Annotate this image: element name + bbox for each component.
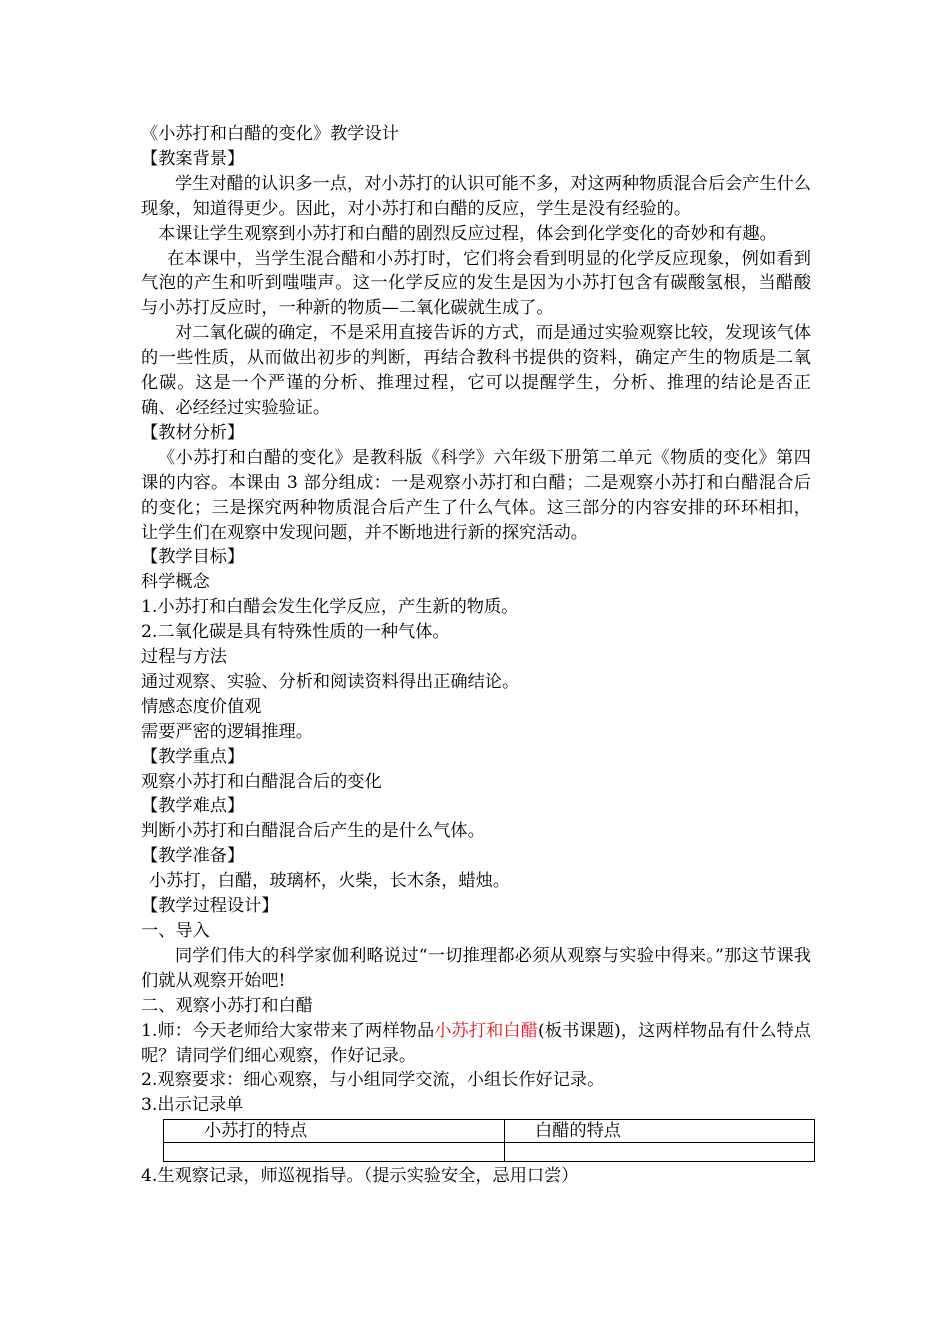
background-paragraph-3: 在本课中，当学生混合醋和小苏打时，它们将会看到明显的化学反应现象，例如看到气泡的产生和听到嗤嗤声。这一化学反应的发生是因为小苏打包含有碳酸氢根，当醋酸与小苏打反应时，一种新的物质—二氧化碳就生成了。	[141, 248, 811, 319]
material-heading: 【教材分析】	[141, 422, 245, 443]
goals-heading: 【教学目标】	[141, 547, 245, 568]
material-paragraph: 《小苏打和白醋的变化》是教科版《科学》六年级下册第二单元《物质的变化》第四课的内容。本课由 3 部分组成：一是观察小苏打和白醋；二是观察小苏打和白醋混合后的变化；三是探究两种物质混合后产生了什么气体。这三部分的内容安排的环环相扣，让学生们在观察中发现问题，并不断地进行新的探究活动。	[141, 447, 811, 543]
goals-process-text: 通过观察、实验、分析和阅读资料得出正确结论。	[141, 671, 520, 692]
step2-item-1-part-a: 1.师：今天老师给大家带来了两样物品	[141, 1020, 435, 1041]
record-table-col-baking-soda: 小苏打的特点	[164, 1120, 505, 1143]
difficulty-text: 判断小苏打和白醋混合后产生的是什么气体。	[141, 821, 485, 842]
record-table	[163, 1119, 815, 1162]
step2-item-2: 2.观察要求：细心观察，与小组同学交流，小组长作好记录。	[141, 1070, 605, 1091]
goals-process-label: 过程与方法	[141, 647, 227, 668]
goal-item-1: 1.小苏打和白醋会发生化学反应，产生新的物质。	[141, 597, 519, 618]
record-table-header-row	[164, 1120, 815, 1143]
goals-concept-label: 科学概念	[141, 572, 210, 593]
preparation-text: 小苏打，白醋，玻璃杯，火柴，长木条，蜡烛。	[149, 871, 510, 892]
document-page	[141, 122, 811, 1189]
key-point-text: 观察小苏打和白醋混合后的变化	[141, 771, 382, 792]
key-point-heading: 【教学重点】	[141, 746, 245, 767]
record-table-col-vinegar: 白醋的特点	[505, 1120, 815, 1143]
document-title: 《小苏打和白醋的变化》教学设计	[141, 124, 399, 144]
preparation-heading: 【教学准备】	[141, 846, 245, 867]
process-heading: 【教学过程设计】	[141, 896, 279, 917]
step2-item-4: 4.生观察记录，师巡视指导。（提示实验安全，忌用口尝）	[141, 1166, 579, 1187]
goals-emotion-label: 情感态度价值观	[141, 696, 262, 717]
step2-heading: 二、观察小苏打和白醋	[141, 995, 313, 1016]
background-heading: 【教案背景】	[141, 148, 245, 169]
step1-text: 同学们伟大的科学家伽利略说过“一切推理都必须从观察与实验中得来。”那这节课我们就从观察开始吧!	[141, 945, 811, 991]
record-table-cell-empty-1	[164, 1143, 505, 1162]
difficulty-heading: 【教学难点】	[141, 796, 245, 817]
step2-item-3: 3.出示记录单	[141, 1095, 244, 1116]
background-paragraph-1: 学生对醋的认识多一点，对小苏打的认识可能不多，对这两种物质混合后会产生什么现象，知道得更少。因此，对小苏打和白醋的反应，学生是没有经验的。	[141, 173, 811, 219]
step1-heading: 一、导入	[141, 921, 210, 941]
step2-item-1	[141, 1019, 811, 1069]
lesson-title-highlight: 小苏打和白醋	[434, 1020, 539, 1041]
step2-item-1-part-b: (板书课题)，这两样物品有什么特点呢？请同学们细心观察，作好记录。	[141, 1020, 811, 1066]
background-paragraph-2: 本课让学生观察到小苏打和白醋的剧烈反应过程，体会到化学变化的奇妙和有趣。	[158, 223, 777, 244]
goals-emotion-text: 需要严密的逻辑推理。	[141, 721, 313, 742]
goal-item-2: 2.二氧化碳是具有特殊性质的一种气体。	[141, 622, 450, 643]
background-paragraph-4: 对二氧化碳的确定，不是采用直接告诉的方式，而是通过实验观察比较，发现该气体的一些性质，从而做出初步的判断，再结合教科书提供的资料，确定产生的物质是二氧化碳。这是一个严谨的分析、推理过程，它可以提醒学生，分析、推理的结论是否正确、必经经过实验验证。	[141, 323, 811, 418]
record-table-empty-row	[164, 1143, 815, 1162]
record-table-cell-empty-2	[505, 1143, 815, 1162]
